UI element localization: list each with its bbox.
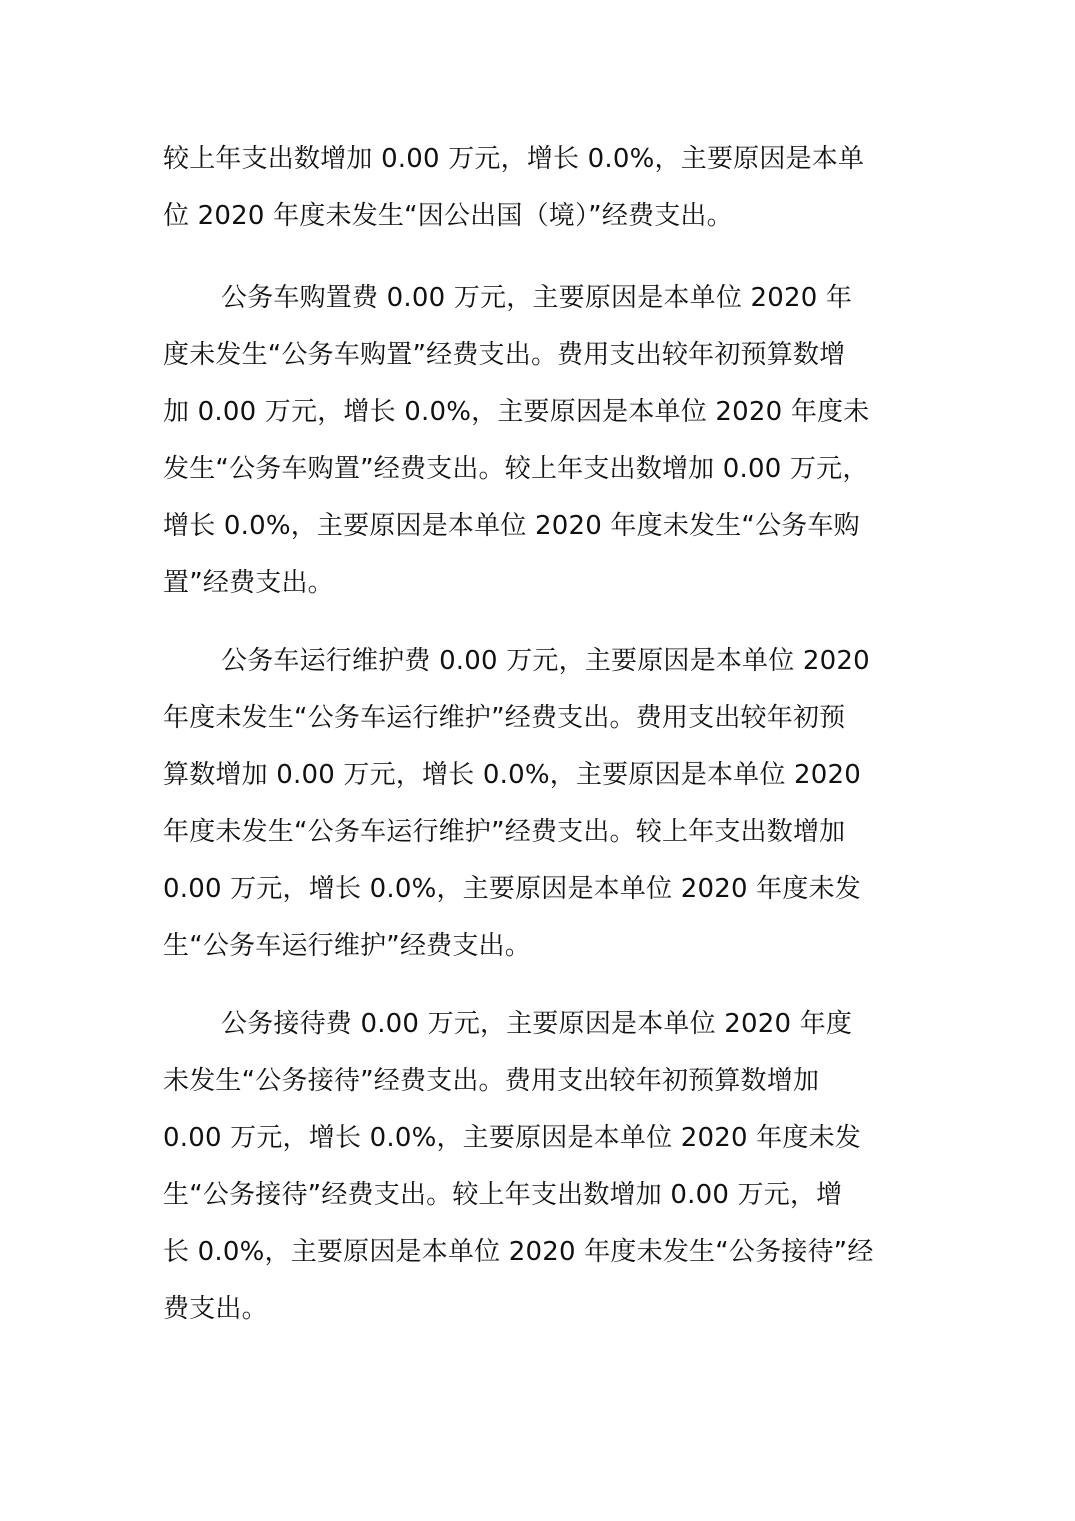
text-line: 公务接待费 0.00 万元，主要原因是本单位 2020 年度 <box>221 1009 853 1039</box>
text-line: 0.00 万元，增长 0.0%，主要原因是本单位 2020 年度未发 <box>163 1123 861 1153</box>
text-line: 生“公务车运行维护”经费支出。 <box>163 931 531 961</box>
text-line: 公务车运行维护费 0.00 万元，主要原因是本单位 2020 <box>221 646 870 676</box>
text-line: 年度未发生“公务车运行维护”经费支出。费用支出较年初预 <box>163 703 846 733</box>
text-line: 置”经费支出。 <box>163 568 334 598</box>
text-line: 算数增加 0.00 万元，增长 0.0%，主要原因是本单位 2020 <box>163 760 861 790</box>
text-line: 费支出。 <box>163 1294 268 1324</box>
text-line: 发生“公务车购置”经费支出。较上年支出数增加 0.00 万元， <box>163 454 869 484</box>
text-line: 加 0.00 万元，增长 0.0%，主要原因是本单位 2020 年度未 <box>163 397 870 427</box>
text-line: 长 0.0%，主要原因是本单位 2020 年度未发生“公务接待”经 <box>163 1237 874 1267</box>
text-line: 年度未发生“公务车运行维护”经费支出。较上年支出数增加 <box>163 817 846 847</box>
text-line: 度未发生“公务车购置”经费支出。费用支出较年初预算数增 <box>163 340 846 370</box>
paragraph-vehicle-purchase <box>163 270 913 612</box>
text-line: 位 2020 年度未发生“因公出国（境）”经费支出。 <box>163 201 733 231</box>
text-line: 公务车购置费 0.00 万元，主要原因是本单位 2020 年 <box>221 283 853 313</box>
text-line: 0.00 万元，增长 0.0%，主要原因是本单位 2020 年度未发 <box>163 874 861 904</box>
text-line: 增长 0.0%，主要原因是本单位 2020 年度未发生“公务车购 <box>163 511 860 541</box>
text-line: 未发生“公务接待”经费支出。费用支出较年初预算数增加 <box>163 1066 820 1096</box>
paragraph-official-reception <box>163 996 913 1338</box>
text-line: 生“公务接待”经费支出。较上年支出数增加 0.00 万元，增 <box>163 1180 843 1210</box>
paragraph-vehicle-maintenance <box>163 633 913 975</box>
text-line: 较上年支出数增加 0.00 万元，增长 0.0%，主要原因是本单 <box>163 144 865 174</box>
paragraph-outbound-travel-continuation <box>163 131 913 245</box>
